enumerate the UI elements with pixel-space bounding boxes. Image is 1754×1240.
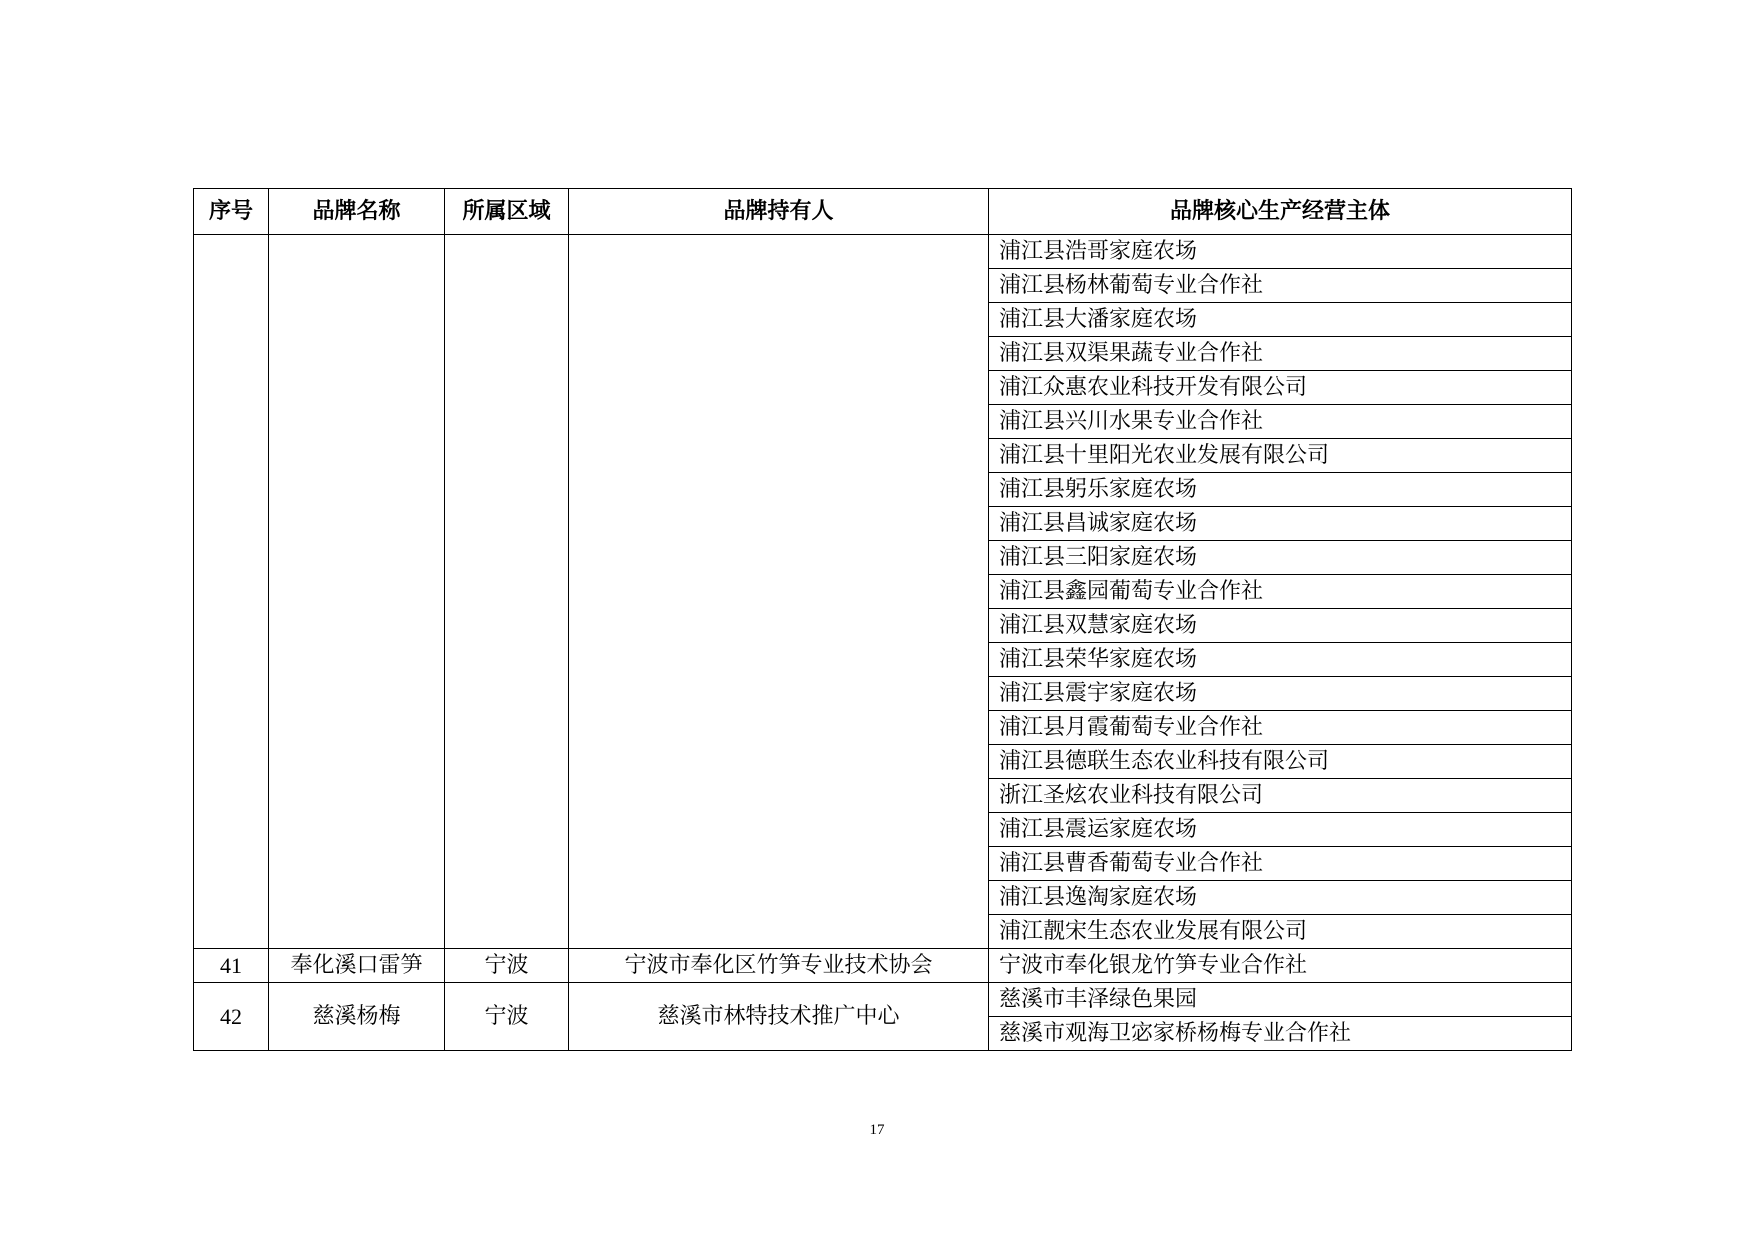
entity-cell: 浦江县杨林葡萄专业合作社 xyxy=(989,269,1572,303)
entity-cell: 浦江众惠农业科技开发有限公司 xyxy=(989,371,1572,405)
entity-cell: 浦江县鑫园葡萄专业合作社 xyxy=(989,575,1572,609)
entity-cell: 浦江县荣华家庭农场 xyxy=(989,643,1572,677)
row41-region: 宁波 xyxy=(445,949,569,983)
row42-entity: 慈溪市丰泽绿色果园 xyxy=(989,983,1572,1017)
table-row xyxy=(194,235,1572,269)
header-holder: 品牌持有人 xyxy=(569,189,989,235)
header-entities: 品牌核心生产经营主体 xyxy=(989,189,1572,235)
entity-cell: 浦江县躬乐家庭农场 xyxy=(989,473,1572,507)
entity-cell: 浦江县震运家庭农场 xyxy=(989,813,1572,847)
table-row-42 xyxy=(194,983,1572,1017)
entity-cell: 浦江县月霞葡萄专业合作社 xyxy=(989,711,1572,745)
entity-cell: 浦江县大潘家庭农场 xyxy=(989,303,1572,337)
row42-seq: 42 xyxy=(194,983,269,1051)
entity-cell: 浙江圣炫农业科技有限公司 xyxy=(989,779,1572,813)
entity-cell: 浦江县逸淘家庭农场 xyxy=(989,881,1572,915)
header-brand-name: 品牌名称 xyxy=(269,189,445,235)
entity-cell: 浦江县震宇家庭农场 xyxy=(989,677,1572,711)
row42-brand-name: 慈溪杨梅 xyxy=(269,983,445,1051)
table-header-row xyxy=(194,189,1572,235)
continued-region-cell xyxy=(445,235,569,949)
entity-cell: 浦江县兴川水果专业合作社 xyxy=(989,405,1572,439)
entity-cell: 浦江县双渠果蔬专业合作社 xyxy=(989,337,1572,371)
row41-holder: 宁波市奉化区竹笋专业技术协会 xyxy=(569,949,989,983)
row41-seq: 41 xyxy=(194,949,269,983)
row42-entity: 慈溪市观海卫宓家桥杨梅专业合作社 xyxy=(989,1017,1572,1051)
row41-brand-name: 奉化溪口雷笋 xyxy=(269,949,445,983)
brand-table xyxy=(193,188,1572,1051)
continued-brand-cell xyxy=(269,235,445,949)
entity-cell: 浦江县曹香葡萄专业合作社 xyxy=(989,847,1572,881)
row41-entity: 宁波市奉化银龙竹笋专业合作社 xyxy=(989,949,1572,983)
continued-holder-cell xyxy=(569,235,989,949)
header-seq: 序号 xyxy=(194,189,269,235)
continued-seq-cell xyxy=(194,235,269,949)
entity-cell: 浦江县三阳家庭农场 xyxy=(989,541,1572,575)
entity-cell: 浦江县德联生态农业科技有限公司 xyxy=(989,745,1572,779)
header-region: 所属区域 xyxy=(445,189,569,235)
row42-region: 宁波 xyxy=(445,983,569,1051)
table-row-41 xyxy=(194,949,1572,983)
row42-holder: 慈溪市林特技术推广中心 xyxy=(569,983,989,1051)
entity-cell: 浦江县昌诚家庭农场 xyxy=(989,507,1572,541)
entity-cell: 浦江靓宋生态农业发展有限公司 xyxy=(989,915,1572,949)
entity-cell: 浦江县浩哥家庭农场 xyxy=(989,235,1572,269)
entity-cell: 浦江县双慧家庭农场 xyxy=(989,609,1572,643)
entity-cell: 浦江县十里阳光农业发展有限公司 xyxy=(989,439,1572,473)
page-number: 17 xyxy=(869,1122,885,1138)
